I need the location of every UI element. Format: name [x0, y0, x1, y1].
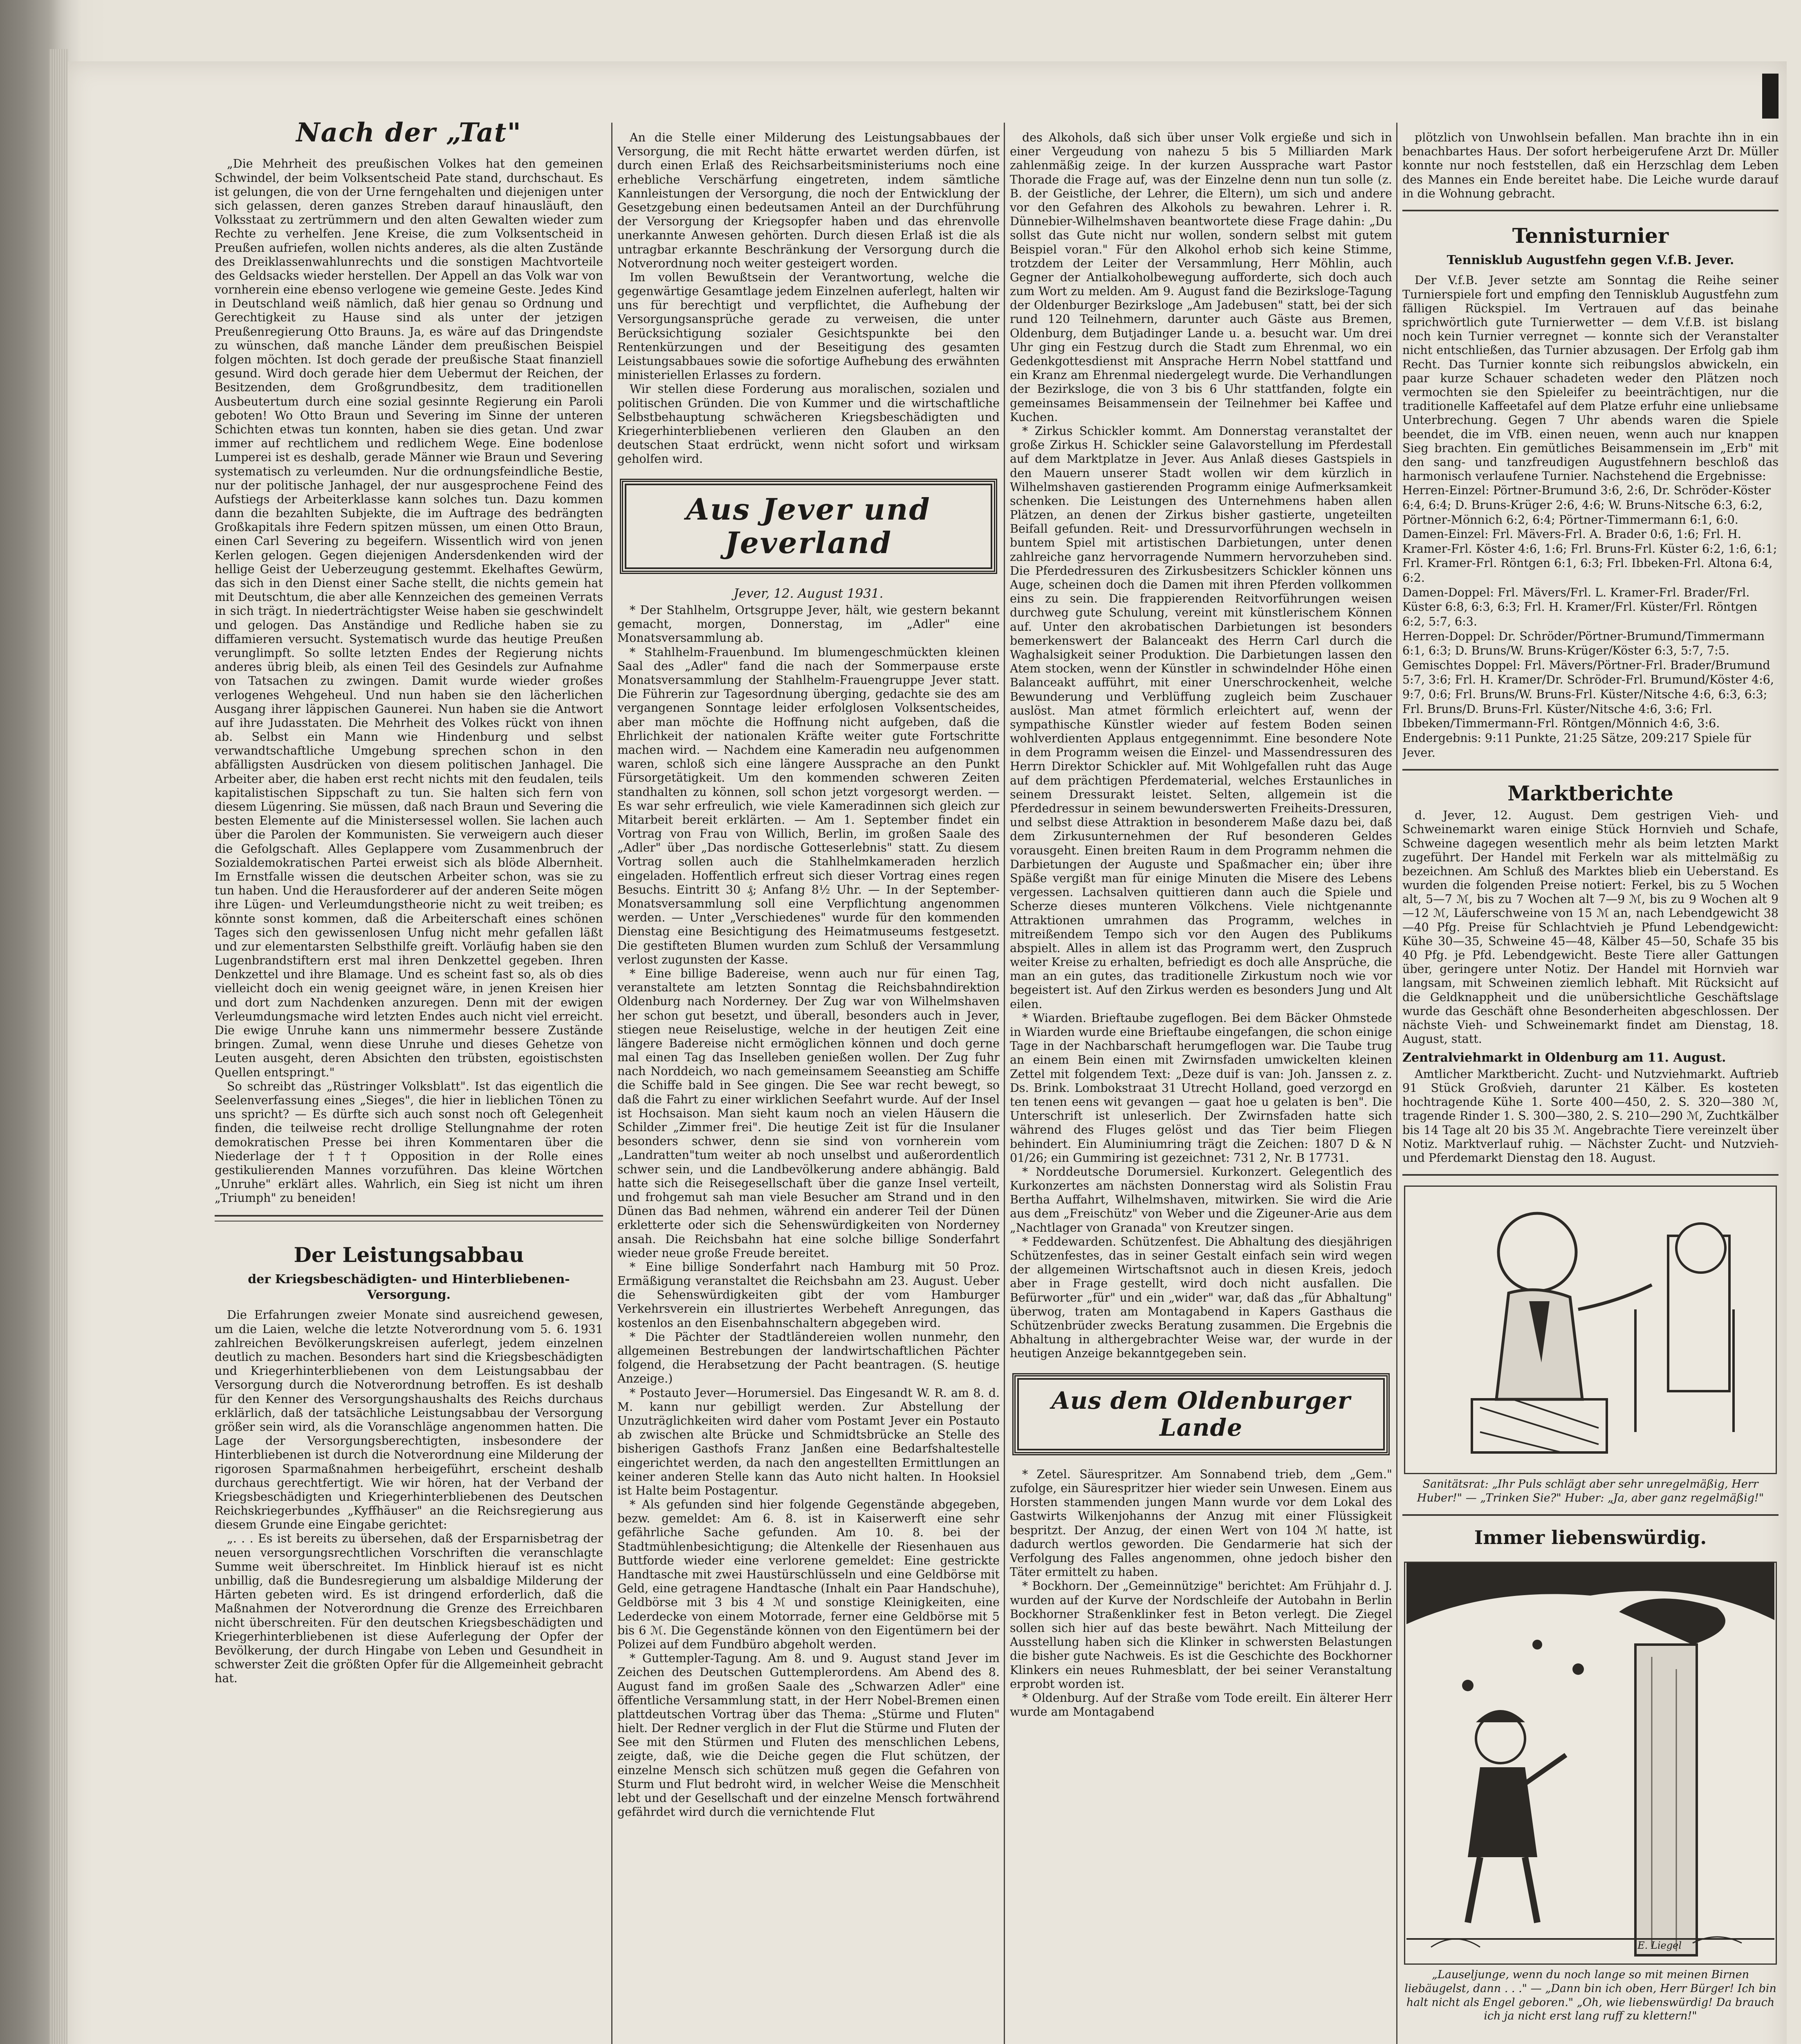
regional-news-continued [1402, 131, 1779, 201]
news-item: des Alkohols, daß sich über unser Volk ergieße und sich in einer Vergeudung von nahezu 5 bis 5 Milliarden Mark zahlenmäßig zeige. In der kurzen Aussprache wart Pastor Thorade die Frage auf, was der Einzelne denn nun tun solle (z. B. der Geistliche, der Lehrer, die Eltern), um sich und andere vor den Gefahren des Alkohols zu bewahren. Lehrer i. R. Dünnebier-Wilhelmshaven beantwortete diese Frage dahin: „Du sollst das Gute nicht nur wollen, sondern selbst mit gutem Beispiel voran." Für den Alkohol erhob sich keine Stimme, trotzdem der Leiter der Versammlung, Herr Möhlin, auch Gegner der Antialkoholbewegung aufforderte, sich doch auch zum Wort zu melden. Am 9. August fand die Bezirksloge-Tagung der Oldenburger Bezirksloge „Am Jadebusen" statt, bei der sich rund 120 Teilnehmern, darunter auch Gäste aus Bremen, Oldenburg, dem Butjadinger Lande u. a. besucht war. Um drei Uhr ging ein Festzug durch die Stadt zum Ehrenmal, wo ein Gedenkgottesdienst mit Ansprache Herrn Nobel stattfand und ein Kranz am Ehrenmal niedergelegt wurde. Die Verhandlungen der Bezirksloge, die von 3 bis 6 Uhr stattfanden, folgte ein gemeinsames Beisammensein der Teilnehmer bei Kaffee und Kuchen. [1010, 131, 1392, 424]
cartoon-doctor-illustration [1404, 1186, 1777, 1474]
section-divider [1402, 769, 1779, 771]
article-leistungsabbau [215, 1308, 603, 1685]
article-marktberichte [1402, 809, 1779, 1046]
tennis-results [1402, 483, 1779, 760]
section-divider [1402, 210, 1779, 211]
headline-marktberichte: Marktberichte [1507, 781, 1673, 806]
artist-signature: E. Liegel [1637, 1940, 1682, 1952]
news-item: * Eine billige Badereise, wenn auch nur für einen Tag, veranstaltete am letzten Sonntag die Reichsbahndirektion Oldenburg nach Norderney. Der Zug war von Wilhelmshaven her schon gut besetzt, und überall, besonders auch in Jever, stiegen neue Reiselustige, welche in der heutigen Zeit eine längere Badereise nicht ermöglichen können und doch gerne mal einen Tag das Inselleben genießen wollen. Der Zug fuhr nach Norddeich, wo nach gemeinsamem Seeanstieg am Schiffe die Schiffe bald in See gingen. Die See war recht bewegt, so daß die Fahrt zu einer wirklichen Seefahrt wurde. Auf der Insel ist Hochsaison. Man sieht kaum noch an vielen Häusern die Schilder „Zimmer frei". Die heutige Zeit ist für die Insulaner besonders schwer, denn sie sind von vornherein vom „Landratten"tum weiter ab noch unselbst und außerordentlich schwer sein, und die Landbevölkerung andere abhängig. Bald hatte sich die Reisegesellschaft über die ganze Insel verteilt, und frohgemut sah man viele Besucher am Strand und in den Dünen das Bad nehmen, während ein anderer Teil der Dünen erkletterte oder sich die Sehenswürdigkeiten von Norderney ansah. Die Reichsbahn hat eine solche billige Sonderfahrt wieder neue große Freude bereitet. [617, 966, 1000, 1260]
subheadline-leistungsabbau: der Kriegsbeschädigten- und Hinterbliebenen-Versorgung. [248, 1272, 570, 1302]
paragraph: So schreibt das „Rüstringer Volksblatt". Ist das eigentlich die Seelenverfassung eines „Sieges", die hier in lieblichen Tönen zu uns spricht? — Es dürfte sich auch sonst noch oft Gelegenheit finden, die teilweise recht drollige Stellungnahme der roten demokratischen Presse bei ihren Kommentaren über die Niederlage der ††† Opposition in der Rolle eines gestikulierenden Mannes vorzuführen. Das kleine Wörtchen „Unruhe" erklärt alles. Wahrlich, ein Sieg ist nicht um ihren „Triumph" zu beneiden! [215, 1079, 603, 1205]
column-4 [1402, 131, 1779, 2044]
cartoon-tree-illustration [1404, 1562, 1777, 1965]
news-item: * Norddeutsche Dorumersiel. Kurkonzert. Gelegentlich des Kurkonzertes am nächsten Donnerstag wird als Solistin Frau Bertha Auffahrt, Wilhelmshaven, mitwirken. Sie wird die Arie aus dem „Freischütz" von Weber und die Zigeuner-Arie aus dem „Nachtlager von Granada" von Kreutzer singen. [1010, 1165, 1392, 1235]
article-tennisturnier [1402, 273, 1779, 483]
page-edge-marker [1762, 74, 1779, 119]
news-item: * Die Pächter der Stadtländereien wollen nunmehr, den allgemeinen Bestrebungen der landwirtschaftlichen Pächter folgend, die Herabsetzung der Pacht beantragen. (S. heutige Anzeige.) [617, 1330, 1000, 1386]
subheadline-tennisturnier: Tennisklub Augustfehn gegen V.f.B. Jever. [1447, 253, 1734, 267]
paragraph: „Die Mehrheit des preußischen Volkes hat den gemeinen Schwindel, der beim Volksentscheid Pate stand, durchschaut. Es ist gelungen, die von der Urne ferngehalten und diejenigen unter sich gelassen, deren ganzes Streben darauf hinausläuft, den Volksstaat zu zertrümmern und den alten Gewalten wieder zum Rechte zu verhelfen. Jene Kreise, die zum Volksentscheid in Preußen aufriefen, wollen nichts anderes, als die alten Zustände des Dreiklassenwahlunrechts und die sonstigen Machtvorteile des Geldsacks wieder herstellen. Der Appell an das Volk war von vornherein eine ebenso verlogene wie gemeine Geste. Jedes Kind in Deutschland weiß nämlich, daß hier genau so Ordnung und Gerechtigkeit zu Hause sind als unter der jetzigen Preußenregierung Otto Brauns. Ja, es wäre auf das Dringendste zu wünschen, daß manche Länder dem preußischen Beispiel folgen möchten. Ist doch gerade der preußische Staat finanziell gesund. Wird doch gerade hier dem Uebermut der Reichen, der Besitzenden, dem Großgrundbesitz, dem traditionellen Ausbeutertum durch eine sozial gesinnte Regierung ein Paroli geboten! Wo Otto Braun und Severing im Sinne der unteren Schichten etwas tun konnten, haben sie dies getan. Und zwar immer auf rechtlichem und redlichem Wege. Eine bodenlose Lumperei ist es deshalb, gerade Männer wie Braun und Severing systematisch zu verleumden. Nur die ordnungsfeindliche Bestie, nur der politische Janhagel, der nur ausgesprochene Feind des Aufstiegs der Arbeiterklasse kann solches tun. Dazu kommen dann die bezahlten Subjekte, die im Auftrage des bedrängten Großkapitals ihre Federn spitzen müssen, um einen Otto Braun, einen Carl Severing zu begeifern. Wissentlich wird von jenen Kerlen gelogen. Gegen diejenigen Andersdenkenden wird der hellige Geist der Ueberzeugung gestemmt. Ekelhaftes Gewürm, das sich in den Dienst einer Sache stellt, die nichts gemein hat mit Deutschtum, die aber alle Kennzeichen des gemeinen Verrats in sich trägt. In niederträchtigster Weise haben sie geschwindelt und gelogen. Das Anständige und Redliche haben sie zu diffamieren versucht. Systematisch wurde das heutige Preußen verunglimpft. So sollte letzten Endes der Regierung nichts anderes übrig bleib, als einen Teil des Gesindels zur Aufnahme von Tatsachen zu zwingen. Damit wurde wieder großes verlogenes Wehgeheul. Und nun haben sie den lächerlichen Ausgang ihrer läppischen Gaunerei. Nun haben sie die Antwort auf ihre Judasstaten. Die Mehrheit des Volkes rückt von ihnen ab. Selbst ein Mann wie Hindenburg und selbst verwandtschaftliche Umgebung sprechen schon in den abfälligsten Ausdrücken von diesem politischen Janhagel. Die Arbeiter aber, die haben erst recht nichts mit den feudalen, teils kapitalistischen Sippschaft zu tun. Sie halten sich fern von diesem Lügenring. Sie müssen, daß nach Braun und Severing die besten Elemente auf die Ministersessel wollen. Sie lachen auch über die Parolen der Kommunisten. Sie verweigern auch dieser die Gefolgschaft. Alles Geplappere vom Zusammenbruch der Sozialdemokratischen Partei erweist sich als blöde Albernheit. Im Ernstfalle wissen die deutschen Arbeiter schon, was sie zu tun haben. Und die Herausforderer auf der anderen Seite mögen ihre Lügen- und Verleumdungstheorie nicht zu weit treiben; es könnte sonst kommen, daß die Arbeiterschaft eines schönen Tages sich den gewissenlosen Unfug nicht mehr gefallen läßt und zur elementarsten Selbsthilfe greift. Vorläufig haben sie den Lugenbrandstiftern erst mal ihren Denkzettel gegeben. Ihren Denkzettel und ihre Blamage. Und es scheint fast so, als ob dies vielleicht doch ein wenig geeignet wäre, in jenen Kreisen hier und dort zum Nachdenken anzuregen. Denn mit der ewigen Verleumdungsmache wird letzten Endes auch nicht viel erreicht. Die ewige Unruhe kann uns nimmermehr bessere Zustände bringen. Zumal, wenn diese Unruhe und dieses Gehetze von Leuten ausgeht, deren Absichten den trübsten, egoistischsten Quellen entspringt." [215, 157, 603, 1079]
news-item: * Zetel. Säurespritzer. Am Sonnabend trieb, dem „Gem." zufolge, ein Säurespritzer hier wieder sein Unwesen. Einem aus Horsten stammenden jungen Mann wurde vor dem Lokal des Gastwirts Wilkenjohanns der Anzug mit einer Flüssigkeit bespritzt. Der Anzug, der einen Wert von 104 ℳ hatte, ist dadurch wertlos geworden. Die Gendarmerie hat sich der Verfolgung des Falles angenommen, ohne jedoch bisher den Täter ermittelt zu haben. [1010, 1467, 1392, 1579]
section-header-aus-jever: Aus Jever und Jeverland [620, 479, 997, 574]
paragraph: Amtlicher Marktbericht. Zucht- und Nutzviehmarkt. Auftrieb 91 Stück Großvieh, darunter 21 Kälber. Es kosteten hochtragende Kühe 1. Sorte 400—450, 2. S. 320—380 ℳ, tragende Rinder 1. S. 300—380, 2. S. 210—290 ℳ, Zuchtkälber bis 14 Tage alt 20 bis 35 ℳ. Angebrachte Tiere vereinzelt über Notiz. Marktverlauf ruhig. — Nächster Zucht- und Nutzvieh- und Pferdemarkt Dienstag den 18. August. [1402, 1067, 1779, 1165]
headline-immer-liebenswuerdig: Immer liebenswürdig. [1474, 1526, 1707, 1549]
column-3 [1010, 131, 1392, 2044]
news-item: * Guttempler-Tagung. Am 8. und 9. August stand Jever im Zeichen des Deutschen Guttemplerordens. Am Abend des 8. August fand im großen Saale des „Schwarzen Adler" eine öffentliche Versammlung statt, in der Herr Nobel-Bremen einen plattdeutschen Vortrag über das Thema: „Stürme und Fluten" hielt. Der Redner verglich in der Flut die Stürme und Fluten der See mit den Stürmen und Fluten des menschlichen Lebens, zeigte, daß, wie die Deiche gegen die Flut schützen, der einzelne Mensch sich schützen muß gegen die Gefahren von Sturm und Flut bedroht wird, in welcher Weise die Menschheit lebt und der Gesellschaft und der einzelne Mensch fortwährend gefährdet wird durch die vernichtende Flut [617, 1652, 1000, 1819]
news-item: * Zirkus Schickler kommt. Am Donnerstag veranstaltet der große Zirkus H. Schickler seine Galavorstellung im Pferdestall auf dem Marktplatze in Jever. Aus Anlaß dieses Gastspiels in den Mauern unserer Stadt wollen wir dem kürzlich in Wilhelmshaven gastierenden Programm einige Aufmerksamkeit schenken. Die Leistungen des Unternehmens haben allen Plätzen, an denen der Zirkus bisher gastierte, ungeteilten Beifall gefunden. Reit- und Dressurvorführungen wechseln in buntem Spiel mit artistischen Darbietungen, unter denen zahlreiche ganz hervorragende Nummern hervorzuheben sind. Die Pferdedressuren des Zirkusbesitzers Schickler können uns Auge, scheinen doch die Damen mit ihren Pferden vollkommen eins zu sein. Die frappierenden Reitvorführungen weisen durchweg gute Schulung, vereint mit künstlerischem Können auf. Unter den akrobatischen Darbietungen ist besonders bemerkenswert der Balanceakt des Herrn Carl durch die Waghalsigkeit seiner Produktion. Die Darbietungen lassen den Atem stocken, wenn der Künstler in schwindelnder Höhe einen Balanceakt aufführt, mit einer Unerschrockenheit, welche Bewunderung und Verblüffung zugleich beim Zuschauer auslöst. Man atmet förmlich erleichtert auf, wenn der sympathische Künstler wieder auf festem Boden seinen wohlverdienten Applaus entgegennimmt. Eine besondere Note in dem Programm weisen die Einzel- und Massendressuren des Herrn Direktor Schickler auf. Mit Wohlgefallen ruht das Auge auf dem prächtigen Pferdematerial, welches Erstaunliches in seinem Dressurakt leistet. Selten, allgemein ist die Pferdedressur in seinem bewunderswerten Freiheits-Dressuren, und selbst diese Attraktion in besonderem Maße dazu bei, daß dem Zirkusunternehmen der Ruf besonderen Geldes vorausgeht. Einen breiten Raum in dem Programm nehmen die Darbietungen der Auguste und Spaßmacher ein; über ihre Späße vergißt man für einige Minuten die Misere des Lebens vergessen. Lachsalven quittieren dann auch die Spiele und Scherze dieses munteren Völkchens. Viele nichtgenannte Attraktionen umrahmen das Programm, welches in mitreißendem Tempo sich vor den Augen des Publikums abspielt. Alles in allem ist das Programm wert, den Zuspruch weiter Kreise zu erhalten, befriedigt es doch alle Ansprüche, die man an ein gutes, das traditionelle Zirkustum noch wie vor begeistert ist. Auf den Zirkus werden es besonders Jung und Alt eilen. [1010, 424, 1392, 1011]
paragraph: d. Jever, 12. August. Dem gestrigen Vieh- und Schweinemarkt waren einige Stück Hornvieh und Schafe, Schweine dagegen wesentlich mehr als beim letzten Markt zugeführt. Der Handel mit Ferkeln war als mittelmäßig zu bezeichnen. Am Schluß des Marktes blieb ein Ueberstand. Es wurden die folgenden Preise notiert: Ferkel, bis zu 5 Wochen alt, 5—7 ℳ, bis zu 7 Wochen alt 7—9 ℳ, bis zu 9 Wochen alt 9—12 ℳ, Läuferschweine von 15 ℳ an, nach Lebendgewicht 38—40 Pfg. Preise für Schlachtvieh je Pfund Lebendgewicht: Kühe 30—35, Schweine 45—48, Kälber 45—50, Schafe 35 bis 40 Pfg. je Pfd. Lebendgewicht. Beste Tiere aller Gattungen über, geringere unter Notiz. Der Handel mit Hornvieh war langsam, mit Schweinen ziemlich lebhaft. Mit Rücksicht auf die Geldknappheit und die unübersichtliche Geschäftslage wurde das Geschäft ohne Besonderheiten abgeschlossen. Der nächste Vieh- und Schweinemarkt findet am Dienstag, 18. August, statt. [1402, 809, 1779, 1046]
result-line: Damen-Doppel: Frl. Mävers/Frl. L. Kramer-Frl. Brader/Frl. Küster 6:8, 6:3, 6:3; Frl. H. Kramer/Frl. Küster/Frl. Röntgen 6:2, 5:7, 6:3. [1402, 585, 1758, 628]
result-line: Damen-Einzel: Frl. Mävers-Frl. A. Brader 0:6, 1:6; Frl. H. Kramer-Frl. Köster 4:6, 1:6; Frl. Bruns-Frl. Küster 6:2, 1:6, 6:1; Frl. Kramer-Frl. Röntgen 6:1, 6:3; Frl. Ibbeken-Frl. Altona 6:4, 6:2. [1402, 527, 1777, 585]
section-divider [1402, 1174, 1779, 1176]
result-line: Gemischtes Doppel: Frl. Mävers/Pörtner-Frl. Brader/Brumund 5:7, 3:6; Frl. H. Kramer/Dr. Schröder-Frl. Brumund/Köster 4:6, 9:7, 0:6; Frl. Bruns/W. Bruns-Frl. Küster/Nitsche 4:6, 6:3, 6:3; Frl. Bruns/D. Bruns-Frl. Küster/Nitsche 4:6, 3:6; Frl. Ibbeken/Timmermann-Frl. Röntgen/Mönnich 4:6, 3:6. Endergebnis: 9:11 Punkte, 21:25 Sätze, 209:217 Spiele für Jever. [1402, 658, 1774, 760]
section-divider [1402, 1514, 1779, 1516]
cartoon-caption-tree: „Lauseljunge, wenn du noch lange so mit meinen Birnen liebäugelst, dann . . ." — „Dann bin ich oben, Herr Bürger! Ich bin halt nicht als Engel geboren." „Oh, wie liebenswürdig! Da brauch ich ja nicht erst lang ruff zu klettern!" [1404, 1968, 1776, 2023]
headline-tennisturnier: Tennisturnier [1512, 223, 1669, 248]
paragraph: An die Stelle einer Milderung des Leistungsabbaues der Versorgung, die mit Recht hätte erwartet werden dürfen, ist durch einen Erlaß des Reichsarbeitsministeriums noch eine erhebliche Verschärfung eingetreten, indem sämtliche Kannleistungen der Versorgung, die noch der Entwicklung der Gesetzgebung einen bedeutsamen Anteil an der Durchführung der Versorgung der Kriegsopfer haben und das ehrenvolle unerkannte Anwesen gehörten. Durch diesen Erlaß ist die als untragbar erkannte Beschränkung der Versorgung durch die Notverordnung noch weiter gesteigert worden. [617, 131, 1000, 270]
headline-leistungsabbau: Der Leistungsabbau [294, 1243, 524, 1267]
article-zentralviehmarkt [1402, 1067, 1779, 1165]
article-nach-der-tat [215, 157, 603, 1205]
news-item: * Der Stahlhelm, Ortsgruppe Jever, hält, wie gestern bekannt gemacht, morgen, Donnerstag, im „Adler" eine Monatsversammlung ab. [617, 603, 1000, 645]
news-item: * Oldenburg. Auf der Straße vom Tode ereilt. Ein älterer Herr wurde am Montagabend [1010, 1691, 1392, 1719]
section-header-oldenburger-lande: Aus dem Oldenburger Lande [1012, 1373, 1390, 1455]
tree-boy-drawing-icon [1405, 1563, 1776, 1963]
column-rule [1396, 123, 1397, 2044]
doctor-patient-drawing-icon [1405, 1187, 1776, 1473]
news-item: * Postauto Jever—Horumersiel. Das Eingesandt W. R. am 8. d. M. kann nur gebilligt werden. Zur Abstellung der Unzuträglichkeiten wird daher vom Postamt Jever ein Postauto ab zwischen alte Brücke und Schmidtsbrücke an Stelle des bisherigen Gasthofs Franz Janßen eine Bedarfshaltestelle eingerichtet werden, da nach den angestellten Ermittlungen an keiner anderen Stelle kann das Auto nicht halten. In Hooksiel ist Halte beim Postagentur. [617, 1386, 1000, 1497]
paragraph: Wir stellen diese Forderung aus moralischen, sozialen und politischen Gründen. Die von Kummer und die wirtschaftliche Selbstbehauptung schwächeren Kriegsbeschädigten und Kriegerhinterbliebenen verlieren den Glauben an den deutschen Staat erdrückt, wenn nicht sofort und wirksam geholfen wird. [617, 382, 1000, 466]
newspaper-page [67, 61, 1787, 2044]
news-item: * Stahlhelm-Frauenbund. Im blumengeschmückten kleinen Saal des „Adler" fand die nach der Sommerpause erste Monatsversammlung der Stahlhelm-Frauengruppe Jever statt. Die Führerin zur Tagesordnung überging, gedachte sie des am vergangenen Sonntage leider erfolglosen Volksentscheides, aber man möchte die Hoffnung nicht aufgeben, daß die Ehrlichkeit der nationalen Kräfte weiter gute Fortschritte machen wird. — Nachdem eine Kameradin neu aufgenommen waren, schloß sich eine längere Aussprache an den Punkt Fürsorgetätigkeit. Um den kommenden schweren Zeiten standhalten zu können, soll schon jetzt vorgesorgt werden. — Es war sehr erfreulich, wie viele Kameradinnen sich gleich zur Mitarbeit bereit erklärten. — Am 1. September findet ein Vortrag von Frau von Willich, Berlin, im großen Saale des „Adler" über „Das nordische Gotteserlebnis" statt. Zu diesem Vortrag sollen auch die Stahlhelmkameraden herzlich eingeladen. Hoffentlich erfreut sich dieser Vortrag eines regen Besuchs. Eintritt 30 ₰; Anfang 8½ Uhr. — In der September-Monatsversammlung soll eine Verpflichtung angenommen werden. — Unter „Verschiedenes" wurde für den kommenden Dienstag eine Besichtigung des Heimatmuseums festgesetzt. Die gestifteten Blumen wurden zum Schluß der Versammlung verlost zugunsten der Kasse. [617, 645, 1000, 966]
column-2 [617, 131, 1000, 2044]
result-line: Herren-Doppel: Dr. Schröder/Pörtner-Brumund/Timmermann 6:1, 6:3; D. Bruns/W. Bruns-Krüger/Köster 6:3, 5:7, 7:5. [1402, 629, 1765, 658]
headline-nach-der-tat: Nach der „Tat" [296, 117, 522, 148]
column-rule [611, 123, 612, 2044]
paragraph: Die Erfahrungen zweier Monate sind ausreichend gewesen, um die Laien, welche die letzte Notverordnung vom 5. 6. 1931 zahlreichen Bevölkerungskreisen auferlegt, jedem einzelnen deutlich zu machen. Besonders hart sind die Kriegsbeschädigten und Kriegerhinterbliebenen von dem Leistungsabbau der Versorgung durch die Notverordnung betroffen. Es ist deshalb für den Kenner des Versorgungshaushalts des Reichs durchaus erklärlich, daß der tatsächliche Leistungsabbau der Versorgung größer sein wird, als die Voranschläge angenommen hatten. Die Lage der Versorgungsberechtigten, insbesondere der Hinterbliebenen ist durch die Notverordnung eine Milderung der rigorosen Sparmaßnahmen herbeigeführt, erscheint deshalb durchaus gerechtfertigt. Wie wir hören, hat der Verband der Kriegsbeschädigten und Kriegerhinterbliebenen des Deutschen Reichskriegerbundes „Kyffhäuser" an die Reichsregierung aus diesem Grunde eine Eingabe gerichtet: [215, 1308, 603, 1532]
news-item: * Feddewarden. Schützenfest. Die Abhaltung des diesjährigen Schützenfestes, das in seiner Gestalt einfach sein wird wegen der allgemeinen Wirtschaftsnot auch in diesen Kreis, jedoch aber in Frage gestellt, wird doch nicht ausfallen. Die Befürworter „für" und ein „wider" war, daß das „für Abhaltung" überwog, traten am Montagabend in Kapers Gasthaus die Schützenbrüder zwecks Beratung zusammen. Die Ergebnis die Abhaltung in althergebrachter Weise war, der wurde in der heutigen Anzeige bekanntgegeben sein. [1010, 1235, 1392, 1360]
paragraph: Der V.f.B. Jever setzte am Sonntag die Reihe seiner Turnierspiele fort und empfing den Tennisklub Augustfehn zum fälligen Rückspiel. Im Vertrauen auf das beinahe sprichwörtlich gute Turnierwetter — dem V.f.B. ist bislang noch kein Turnier verregnet — konnte sich der Veranstalter nicht entschließen, das Turnier abzusagen. Der Erfolg gab ihm Recht. Das Turnier konnte sich reibungslos abwickeln, ein paar kurze Schauer schadeten weder den Plätzen noch vermochten sie den Spieleifer zu beeinträchtigen, nur die traditionelle Kaffeetafel auf dem Platze erfuhr eine unliebsame Unterbrechung. Gegen 7 Uhr abends waren die Spiele beendet, die im VfB. einen neuen, wenn auch nur knappen Sieg brachten. Ein gemütliches Beisammensein im „Erb" mit den sang- und tanzfreudigen Augustfehnern beschloß das harmonisch verlaufene Turnier. Nachstehend die Ergebnisse: [1402, 273, 1779, 483]
news-item: * Als gefunden sind hier folgende Gegenstände abgegeben, bezw. gemeldet: Am 6. 8. ist in Kaiserwerft eine sehr gefährliche Sache gefunden. Am 10. 8. bei der Stadtmühlenbesichtigung; die Altenkelle der Riesenhauen aus Buttforde wieder eine verlorene gemeldet: Eine gestrickte Handtasche mit zwei Haustürschlüsseln und eine Geldbörse mit Geld, eine getragene Handtasche (Inhalt ein Paar Handschuhe), Geldbörse mit 3 bis 4 ℳ und sonstige Kleinigkeiten, eine Lederdecke von einem Motorrade, ferner eine Geldbörse mit 5 bis 6 ℳ. Die Gegenstände können von den Eigentümern bei der Polizei auf dem Fundbüro abgeholt werden. [617, 1498, 1000, 1651]
result-line: Herren-Einzel: Pörtner-Brumund 3:6, 2:6, Dr. Schröder-Köster 6:4, 6:4; D. Bruns-Krüger 2:6, 4:6; W. Bruns-Nitsche 6:3, 6:2, Pörtner-Mönnich 6:2, 6:4; Pörtner-Timmermann 6:1, 6:0. [1402, 484, 1771, 527]
news-item: * Wiarden. Brieftaube zugeflogen. Bei dem Bäcker Ohmstede in Wiarden wurde eine Brieftaube eingefangen, die schon einige Tage in der Nachbarschaft herumgeflogen war. Die Taube trug an einem Bein einen mit Zwirnsfaden umwickelten kleinen Zettel mit folgendem Text: „Deze duif is van: Joh. Janssen z. z. Ds. Brink. Lombokstraat 31 Utrecht Holland, goed verzorgd en ten tenen eens wit gevangen — gaat hoe u gelaten is ben". Die Unterschrift ist unleserlich. Der Zwirnsfaden hatte sich während des Fluges gelöst und das Tier beim Fliegen behindert. Ein Aluminiumring trägt die Zeichen: 1807 D & N 01/26; ein Gummiring ist gezeichnet: 731 2, Nr. B 17731. [1010, 1011, 1392, 1165]
local-news [617, 603, 1000, 1819]
paragraph: Im vollen Bewußtsein der Verantwortung, welche die gegenwärtige Gesamtlage jedem Einzelnen auferlegt, halten wir uns für berechtigt und verpflichtet, die Aufhebung der Versorgungsansprüche gerade zu verweisen, die unter Berücksichtigung sozialer Gesichtspunkte bei den Rentenkürzungen und der Beseitigung des gesamten Leistungsabbaues sowie die sofortige Aufhebung des erwähnten ministeriellen Erlasses zu fordern. [617, 270, 1000, 382]
column-rule [1004, 123, 1005, 2044]
paragraph: plötzlich von Unwohlsein befallen. Man brachte ihn in ein benachbartes Haus. Der sofort herbeigerufene Arzt Dr. Müller konnte nur noch feststellen, daß ein Herzschlag dem Leben des Mannes ein Ende bereitet habe. Die Leiche wurde darauf in die Wohnung gebracht. [1402, 131, 1779, 200]
regional-news [1010, 1468, 1392, 1719]
news-item: * Eine billige Sonderfahrt nach Hamburg mit 50 Proz. Ermäßigung veranstaltet die Reichsbahn am 23. August. Ueber die Sehenswürdigkeiten gibt der vom Hamburger Verkehrsverein ein illustriertes Werbeheft Anregungen, das kostenlos an den Eisenbahnschaltern abgegeben wird. [617, 1260, 1000, 1330]
subheadline-zentralviehmarkt: Zentralviehmarkt in Oldenburg am 11. August. [1402, 1051, 1726, 1065]
dateline: Jever, 12. August 1931. [733, 586, 884, 601]
cartoon-caption-doctor: Sanitätsrat: „Ihr Puls schlägt aber sehr unregelmäßig, Herr Huber!" — „Trinken Sie?" Huber: „Ja, aber ganz regelmäßig!" [1417, 1478, 1764, 1504]
section-divider [215, 1215, 603, 1221]
book-binding-edge [49, 49, 69, 2044]
paragraph: „. . . Es ist bereits zu übersehen, daß der Ersparnisbetrag der neuen versorgungsrechtlichen Vorschriften die veranschlagte Summe weit überschreitet. Im Hinblick hierauf ist es nicht unbillig, daß die Bundesregierung um alsbaldige Milderung der Härten gebeten wird. Es ist dringend erforderlich, daß die Maßnahmen der Notverordnung die Grenze des Erreichbaren nicht überschreiten. Für den deutschen Kriegsbeschädigten und Kriegerhinterbliebenen ist diese Auferlegung der Opfer der Bevölkerung, der durch Hingabe von Leben und Gesundheit in schwerster Zeit die größten Opfer für die Allgemeinheit gebracht hat. [215, 1532, 603, 1685]
column-1 [215, 90, 603, 2044]
news-item: * Bockhorn. Der „Gemeinnützige" berichtet: Am Frühjahr d. J. wurden auf der Kurve der Nordschleife der Autobahn in Berlin Bockhorner Straßenklinker fest in Beton verlegt. Die Ziegel sollen sich hier auf das beste bewährt. Nach Mitteilung der Ausstellung haben sich die Klinker in schwersten Belastungen die bisher gute Nachweis. Es ist die Geschichte des Bockhorner Klinkers ein neues Ruhmesblatt, der bei seiner Veranstaltung erprobt worden ist. [1010, 1579, 1392, 1691]
local-news-continued [1010, 131, 1392, 1361]
article-leistungsabbau-continued [617, 131, 1000, 466]
